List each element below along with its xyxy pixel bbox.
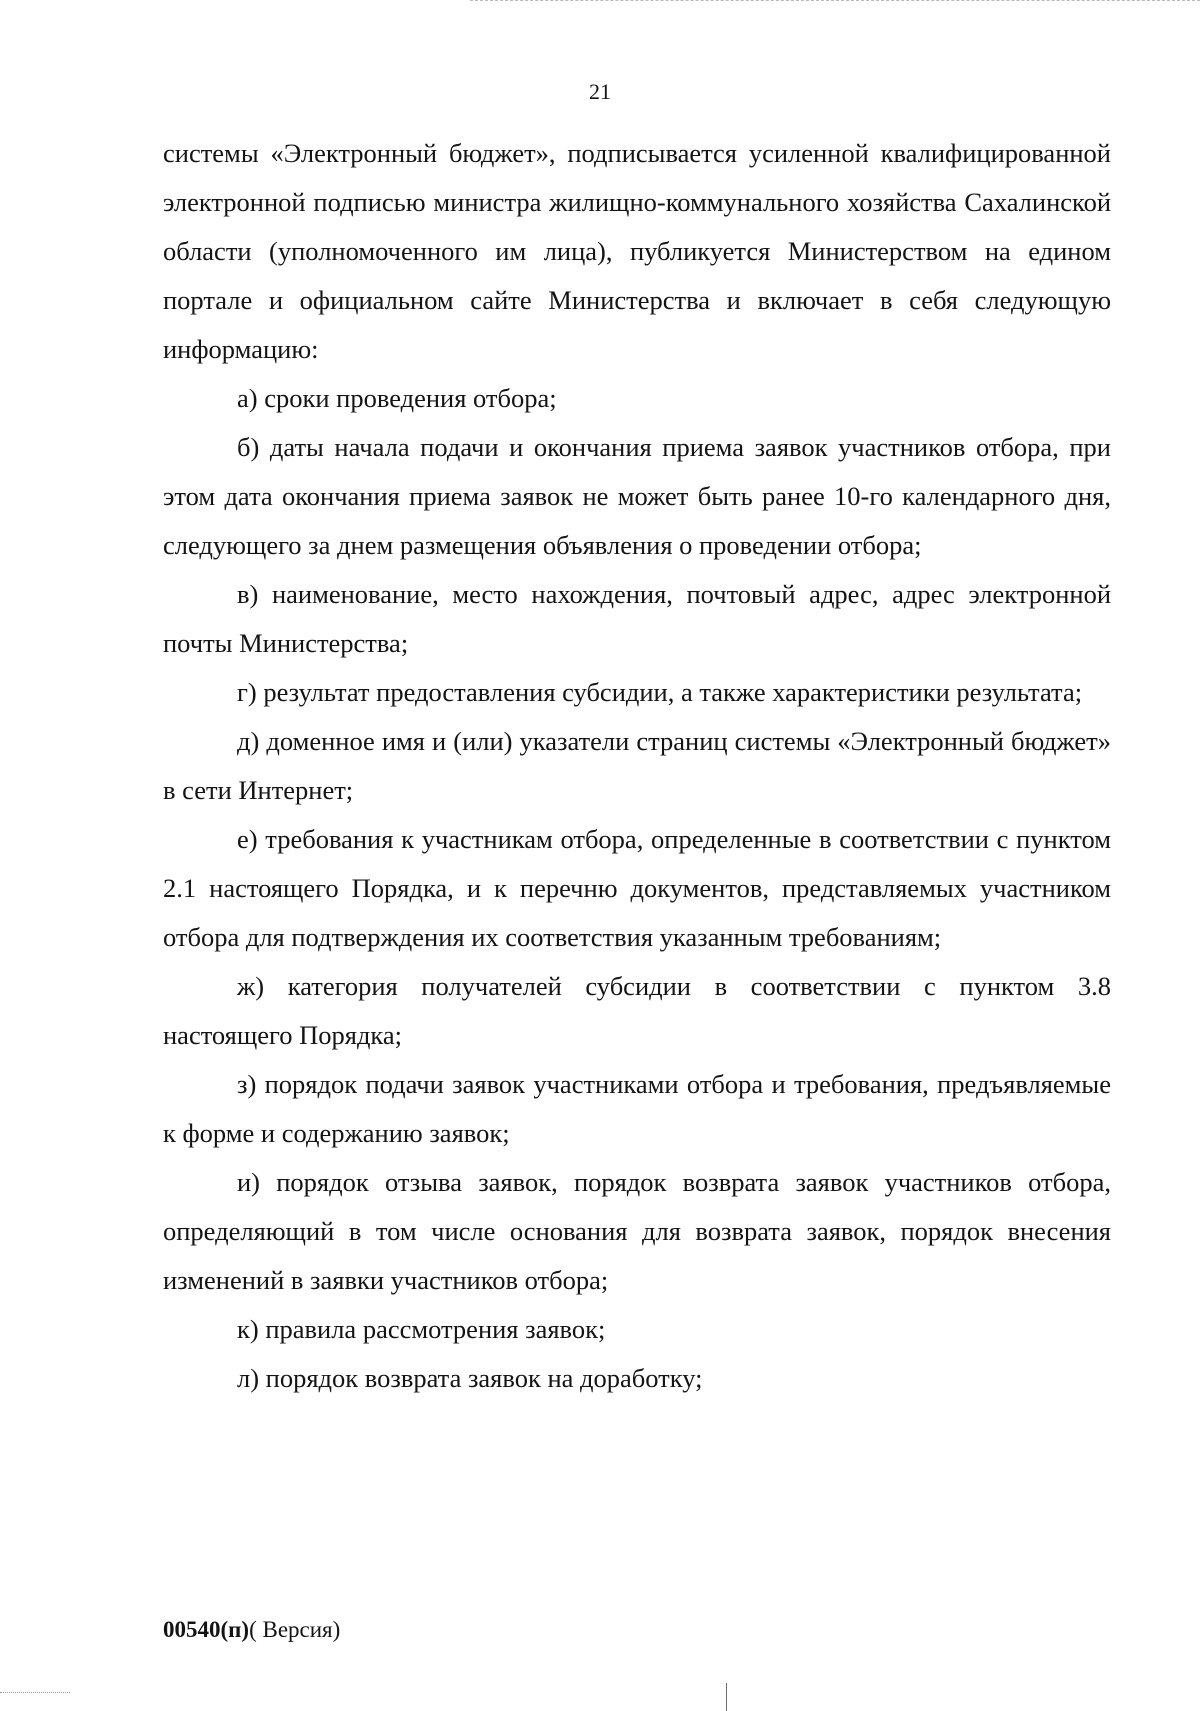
- page-number: 21: [589, 79, 611, 104]
- document-code: 00540(п): [163, 1617, 250, 1642]
- list-item-a: а) сроки проведения отбора;: [237, 383, 557, 413]
- document-body: [163, 129, 1111, 1403]
- scan-edge-mark: [0, 1692, 70, 1693]
- paragraph-intro: системы «Электронный бюджет», подписывается усиленной квалифицированной электронной подписью министра жилищно-коммунального хозяйства Сахалинской области (уполномоченного им лица), публикуется Министерством на едином портале и официальном сайте Министерства и включает в себя следующую информацию:: [163, 138, 1111, 364]
- document-version: ( Версия): [249, 1617, 341, 1642]
- list-item-v: в) наименование, место нахождения, почтовый адрес, адрес электронной почты Министерства;: [163, 579, 1111, 658]
- document-footer: [163, 1615, 340, 1645]
- list-item-g: г) результат предоставления субсидии, а также характеристики результата;: [237, 677, 1083, 707]
- list-item-e: е) требования к участникам отбора, определенные в соответствии с пунктом 2.1 настоящего Порядка, и к перечню документов, представляемых участником отбора для подтверждения их соответствия указанным требованиям;: [163, 824, 1111, 952]
- list-item-zh: ж) категория получателей субсидии в соответствии с пунктом 3.8 настоящего Порядка;: [163, 971, 1111, 1050]
- list-item-l: л) порядок возврата заявок на доработку;: [237, 1363, 703, 1393]
- list-item-k: к) правила рассмотрения заявок;: [237, 1314, 606, 1344]
- top-scan-rule: [470, 0, 1200, 1]
- list-item-b: б) даты начала подачи и окончания приема заявок участников отбора, при этом дата окончания приема заявок не может быть ранее 10-го календарного дня, следующего за днем размещения объявления о проведении отбора;: [163, 432, 1111, 560]
- list-item-z: з) порядок подачи заявок участниками отбора и требования, предъявляемые к форме и содержанию заявок;: [163, 1069, 1111, 1148]
- list-item-d: д) доменное имя и (или) указатели страниц системы «Электронный бюджет» в сети Интернет;: [163, 726, 1111, 805]
- list-item-i: и) порядок отзыва заявок, порядок возврата заявок участников отбора, определяющий в том числе основания для возврата заявок, порядок внесения изменений в заявки участников отбора;: [163, 1167, 1111, 1295]
- scan-bottom-mark: [726, 1683, 727, 1711]
